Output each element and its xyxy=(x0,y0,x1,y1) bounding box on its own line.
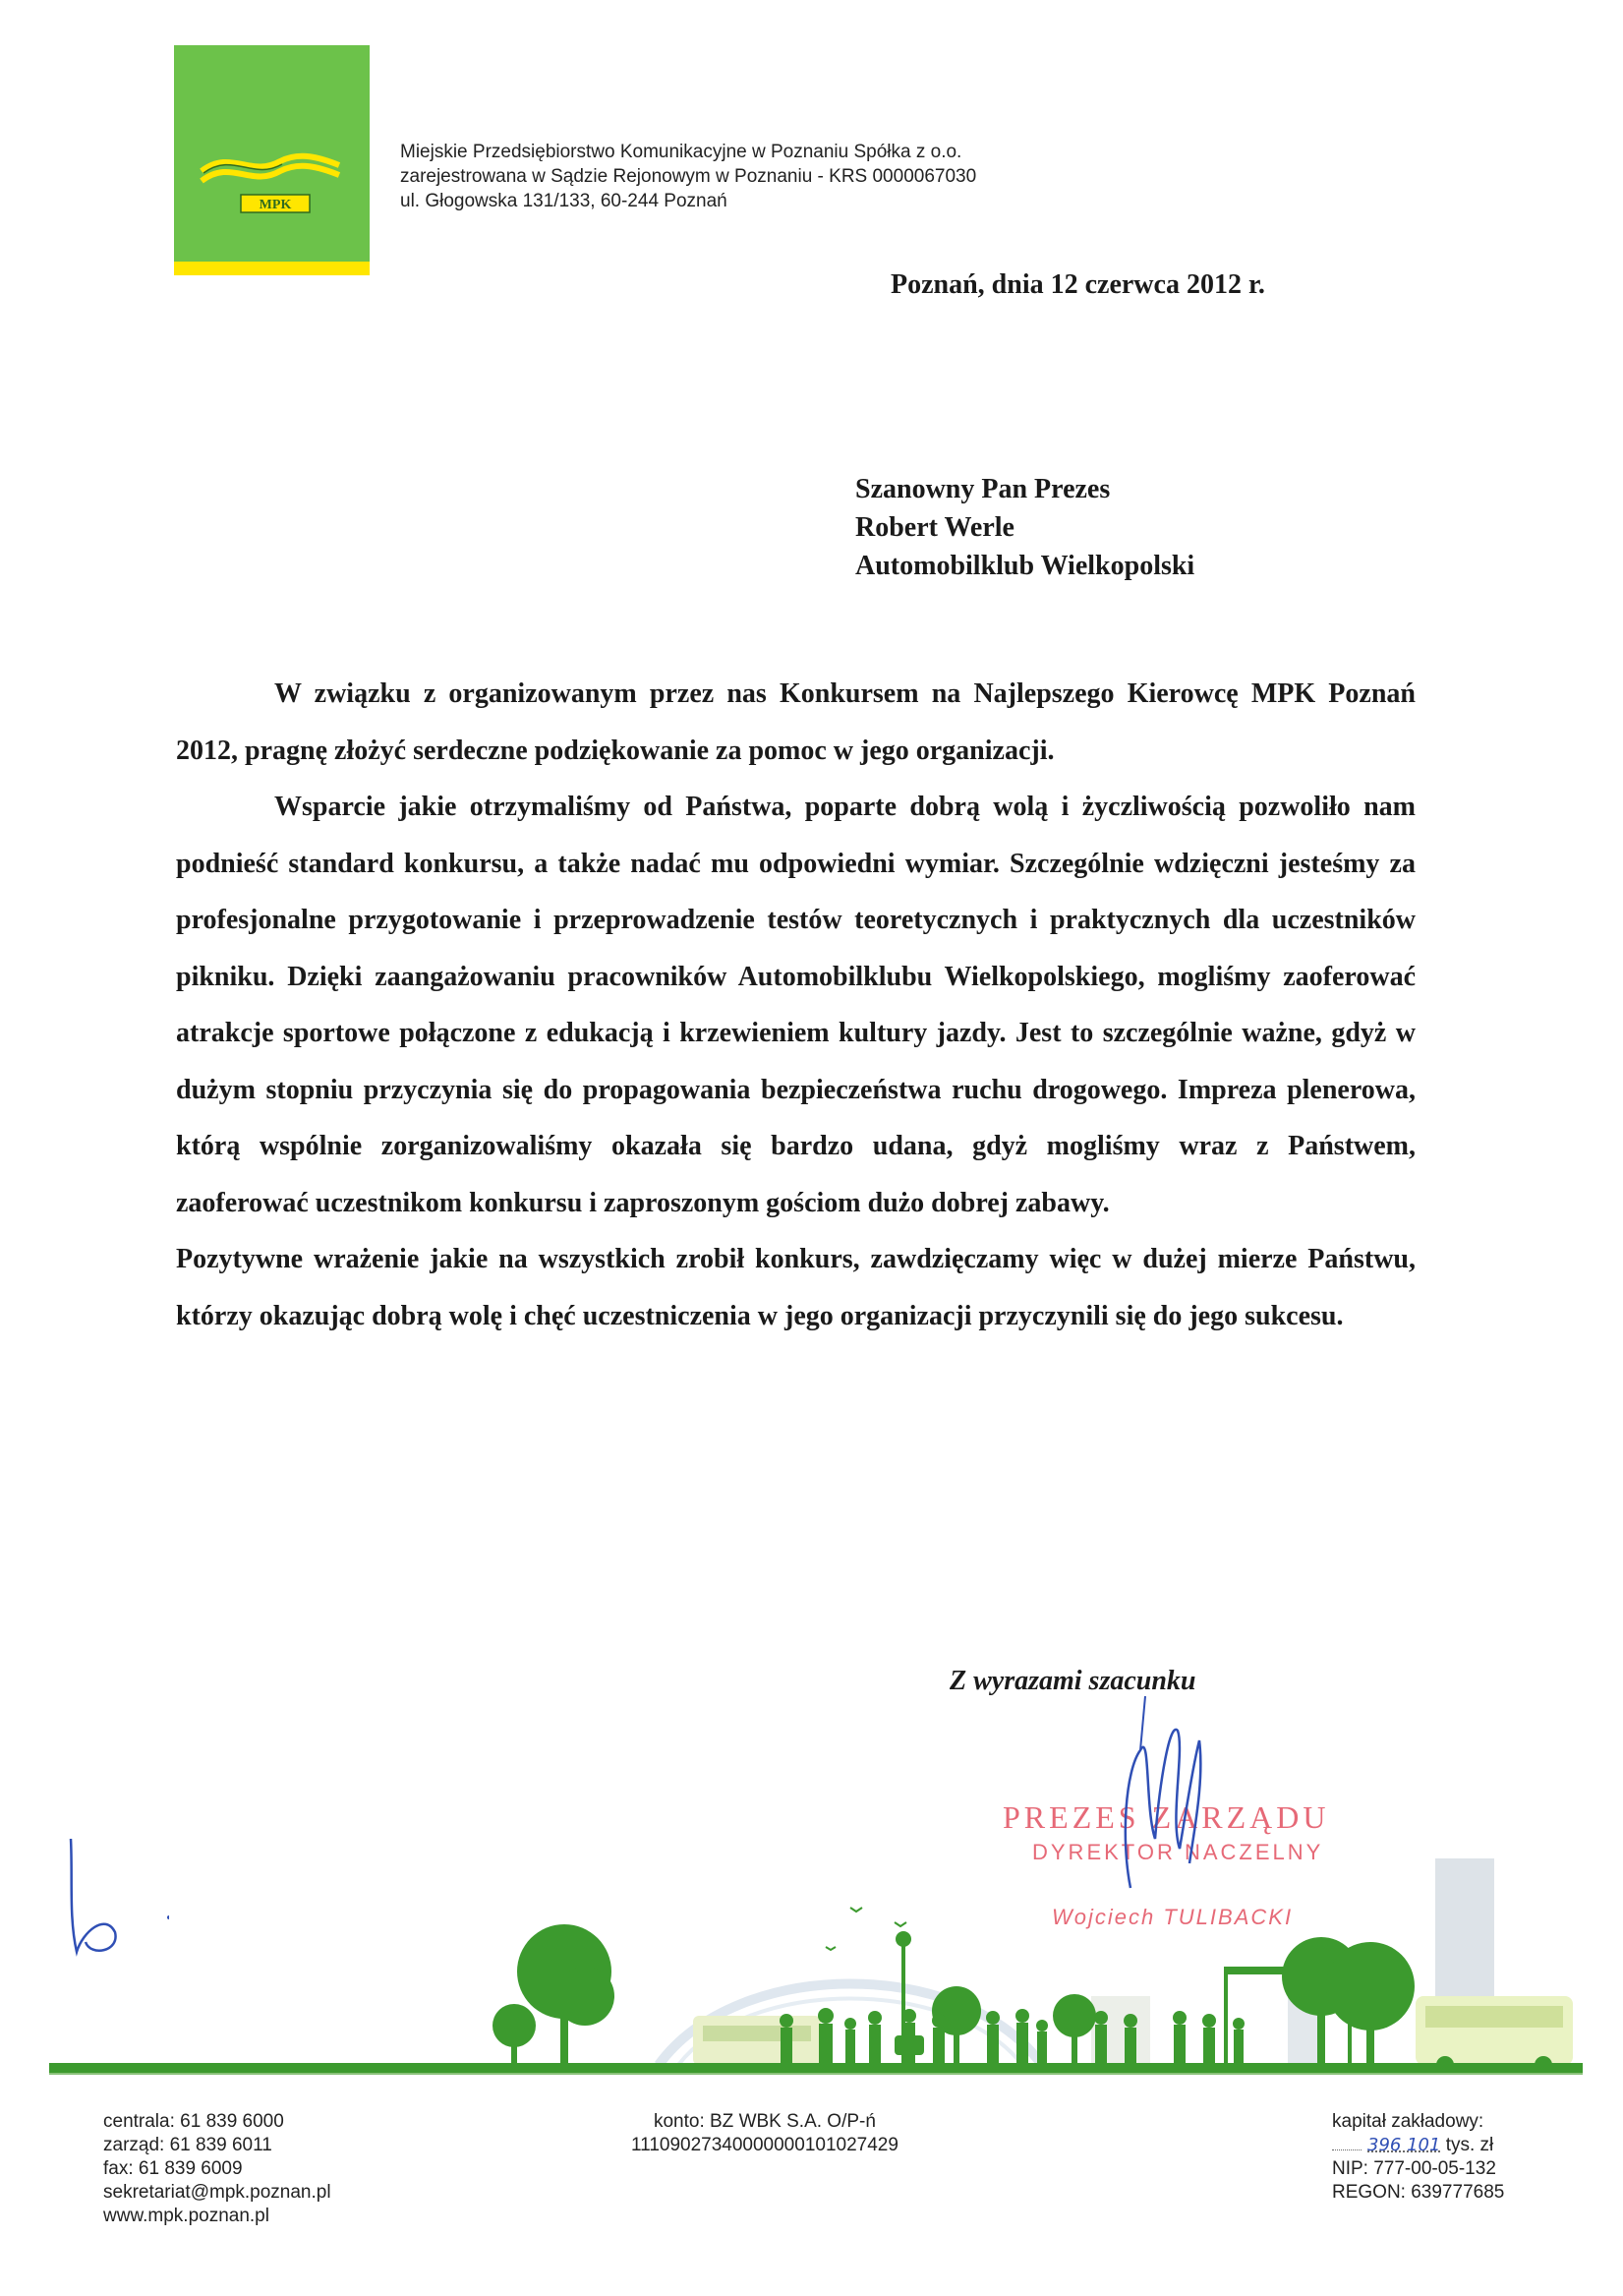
company-line: Miejskie Przedsiębiorstwo Komunikacyjne w Poznaniu Spółka z o.o. xyxy=(400,142,962,162)
stamp-name: Wojciech TULIBACKI xyxy=(1052,1905,1294,1929)
fax-number: fax: 61 839 6009 xyxy=(103,2158,243,2179)
recipient-line: Automobilklub Wielkopolski xyxy=(855,551,1195,581)
phone-board: zarząd: 61 839 6011 xyxy=(103,2135,272,2155)
nip-number: NIP: 777-00-05-132 xyxy=(1332,2158,1496,2179)
letter-body xyxy=(176,666,1416,1344)
body-paragraph: W związku z organizowanym przez nas Konkursem na Najlepszego Kierowcę MPK Poznań 2012, pragnę złożyć serdeczne podziękowanie za pomoc w jego organizacji. xyxy=(176,678,1416,766)
footer-bank xyxy=(631,2110,898,2157)
website-link[interactable]: www.mpk.poznan.pl xyxy=(103,2206,269,2226)
mpk-logo xyxy=(174,45,370,275)
logo-text: MPK xyxy=(259,198,292,212)
company-info xyxy=(400,140,976,213)
capital-handwritten: 396 101 xyxy=(1367,2135,1441,2155)
bank-account-number: 11109027340000000101027429 xyxy=(631,2135,898,2155)
email-link[interactable]: sekretariat@mpk.poznan.pl xyxy=(103,2182,331,2203)
stamp-position: DYREKTOR NACZELNY xyxy=(1032,1840,1324,1864)
capital-label: kapitał zakładowy: xyxy=(1332,2111,1484,2132)
body-paragraph: Pozytywne wrażenie jakie na wszystkich zrobił konkurs, zawdzięczamy więc w dużej mierze Państwu, którzy okazując dobrą wolę i chęć uczestniczenia w jego organizacji przyczynili się do jego sukcesu. xyxy=(176,1244,1416,1331)
logo-yellow-stripe xyxy=(174,262,370,275)
company-line: ul. Głogowska 131/133, 60-244 Poznań xyxy=(400,191,727,211)
recipient-line: Szanowny Pan Prezes xyxy=(855,474,1111,504)
company-line: zarejestrowana w Sądzie Rejonowym w Poznaniu - KRS 0000067030 xyxy=(400,166,977,187)
regon-number: REGON: 639777685 xyxy=(1332,2182,1505,2203)
closing-phrase: Z wyrazami szacunku xyxy=(950,1666,1196,1696)
city-scene-illustration xyxy=(49,1849,1583,2094)
mpk-logo-mark xyxy=(192,144,354,222)
bank-label: konto: BZ WBK S.A. O/P-ń xyxy=(653,2111,876,2132)
recipient-block xyxy=(855,470,1194,585)
stamp-title: PREZES ZARZĄDU xyxy=(1003,1799,1330,1835)
capital-unit: tys. zł xyxy=(1445,2135,1494,2155)
body-paragraph: Wsparcie jakie otrzymaliśmy od Państwa, poparte dobrą wolą i życzliwością pozwoliło nam podnieść standard konkursu, a także nadać mu odpowiedni wymiar. Szczególnie wdzięczni jesteśmy za profesjonalne przygotowanie i przeprowadzenie testów teoretycznych i praktycznych dla uczestników pikniku. Dzięki zaangażowaniu pracowników Automobilklubu Wielkopolskiego, mogliśmy zaoferować atrakcje sportowe połączone z edukacją i krzewieniem kultury jazdy. Jest to szczególnie ważne, gdyż w dużym stopniu przyczynia się do propagowania bezpieczeństwa ruchu drogowego. Impreza plenerowa, którą wspólnie zorganizowaliśmy okazała się bardzo udana, gdyż mogliśmy wraz z Państwem, zaoferować uczestnikom konkursu i zaproszonym gościom dużo dobrej zabawy. xyxy=(176,792,1416,1218)
recipient-line: Robert Werle xyxy=(855,512,1014,543)
phone-central: centrala: 61 839 6000 xyxy=(103,2111,284,2132)
footer-registration xyxy=(1332,2110,1504,2205)
letter-date: Poznań, dnia 12 czerwca 2012 r. xyxy=(891,269,1265,300)
footer-contacts xyxy=(103,2110,331,2228)
capital-value xyxy=(1332,2134,1504,2157)
